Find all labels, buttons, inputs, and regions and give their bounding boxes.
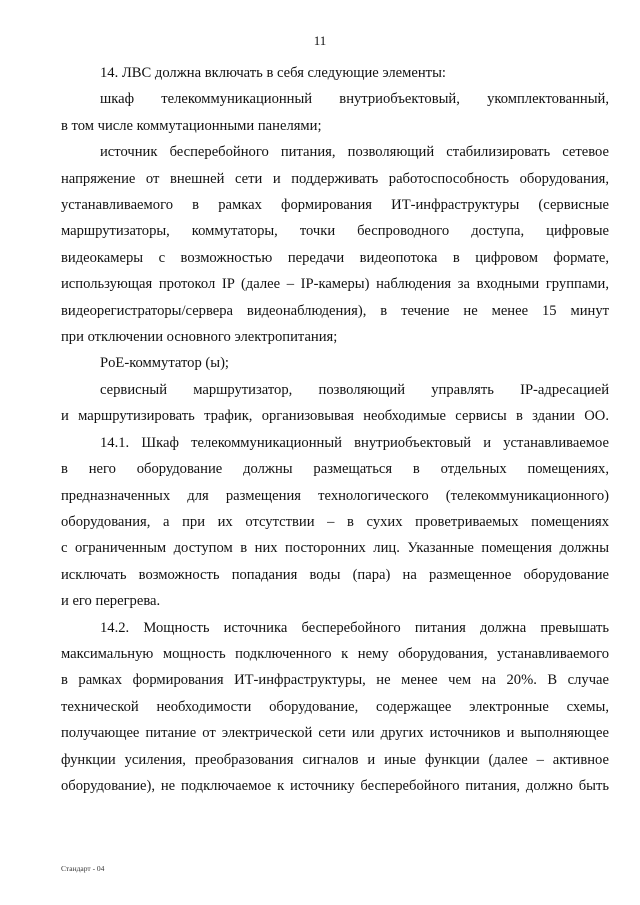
text-line: с ограниченным доступом в них посторонних лиц. Указанные помещения должны	[61, 540, 609, 557]
text-line: при отключении основного электропитания;	[61, 329, 338, 346]
text-line: максимальную мощность подключенного к нему оборудования, устанавливаемого	[61, 645, 609, 662]
text-line: оборудования, а при их отсутствии – в сухих проветриваемых помещениях	[61, 513, 609, 530]
text-line: технической необходимости оборудование, содержащее электронные схемы,	[61, 698, 609, 715]
text-line: исключать возможность попадания воды (пара) на размещенное оборудование	[61, 566, 609, 583]
text-line: видеокамеры с возможностью передачи видеопотока в цифровом формате,	[61, 249, 609, 266]
text-line: использующая протокол IP (далее – IP-камеры) наблюдения за входными группами,	[61, 276, 609, 293]
footer-label: Стандарт - 04	[61, 864, 105, 873]
text-line: в него оборудование должны размещаться в отдельных помещениях,	[61, 461, 609, 478]
text-line: источник бесперебойного питания, позволяющий стабилизировать сетевое	[100, 144, 609, 161]
document-body	[61, 60, 609, 799]
text-line: сервисный маршрутизатор, позволяющий управлять IP-адресацией	[100, 381, 609, 398]
text-line: PoE-коммутатор (ы);	[100, 355, 229, 372]
text-line: и его перегрева.	[61, 593, 161, 610]
text-line: в том числе коммутационными панелями;	[61, 117, 322, 134]
text-line: видеорегистраторы/сервера видеонаблюдения), в течение не менее 15 минут	[61, 302, 609, 319]
text-line: в рамках формирования ИТ-инфраструктуры, не менее чем на 20%. В случае	[61, 672, 609, 689]
text-line: маршрутизаторы, коммутаторы, точки беспроводного доступа, цифровые	[61, 223, 609, 240]
text-line: получающее питание от электрической сети или других источников и выполняющее	[61, 725, 609, 742]
text-line: оборудование), не подключаемое к источнику бесперебойного питания, должно быть	[61, 777, 609, 794]
text-line: 14.1. Шкаф телекоммуникационный внутриобъектовый и устанавливаемое	[100, 434, 609, 451]
text-line: 14.2. Мощность источника бесперебойного питания должна превышать	[100, 619, 609, 636]
text-line: шкаф телекоммуникационный внутриобъектовый, укомплектованный,	[100, 91, 609, 108]
text-line: и маршрутизировать трафик, организовывая необходимые сервисы в здании ОО.	[61, 408, 609, 425]
text-line: устанавливаемого в рамках формирования ИТ-инфраструктуры (сервисные	[61, 197, 609, 214]
text-line: 14. ЛВС должна включать в себя следующие элементы:	[100, 65, 446, 81]
text-line: предназначенных для размещения технологического (телекоммуникационного)	[61, 487, 609, 504]
page-number: 11	[313, 33, 327, 48]
text-line: напряжение от внешней сети и поддерживать работоспособность оборудования,	[61, 170, 609, 187]
text-line: функции усиления, преобразования сигналов и иные функции (далее – активное	[61, 751, 609, 768]
